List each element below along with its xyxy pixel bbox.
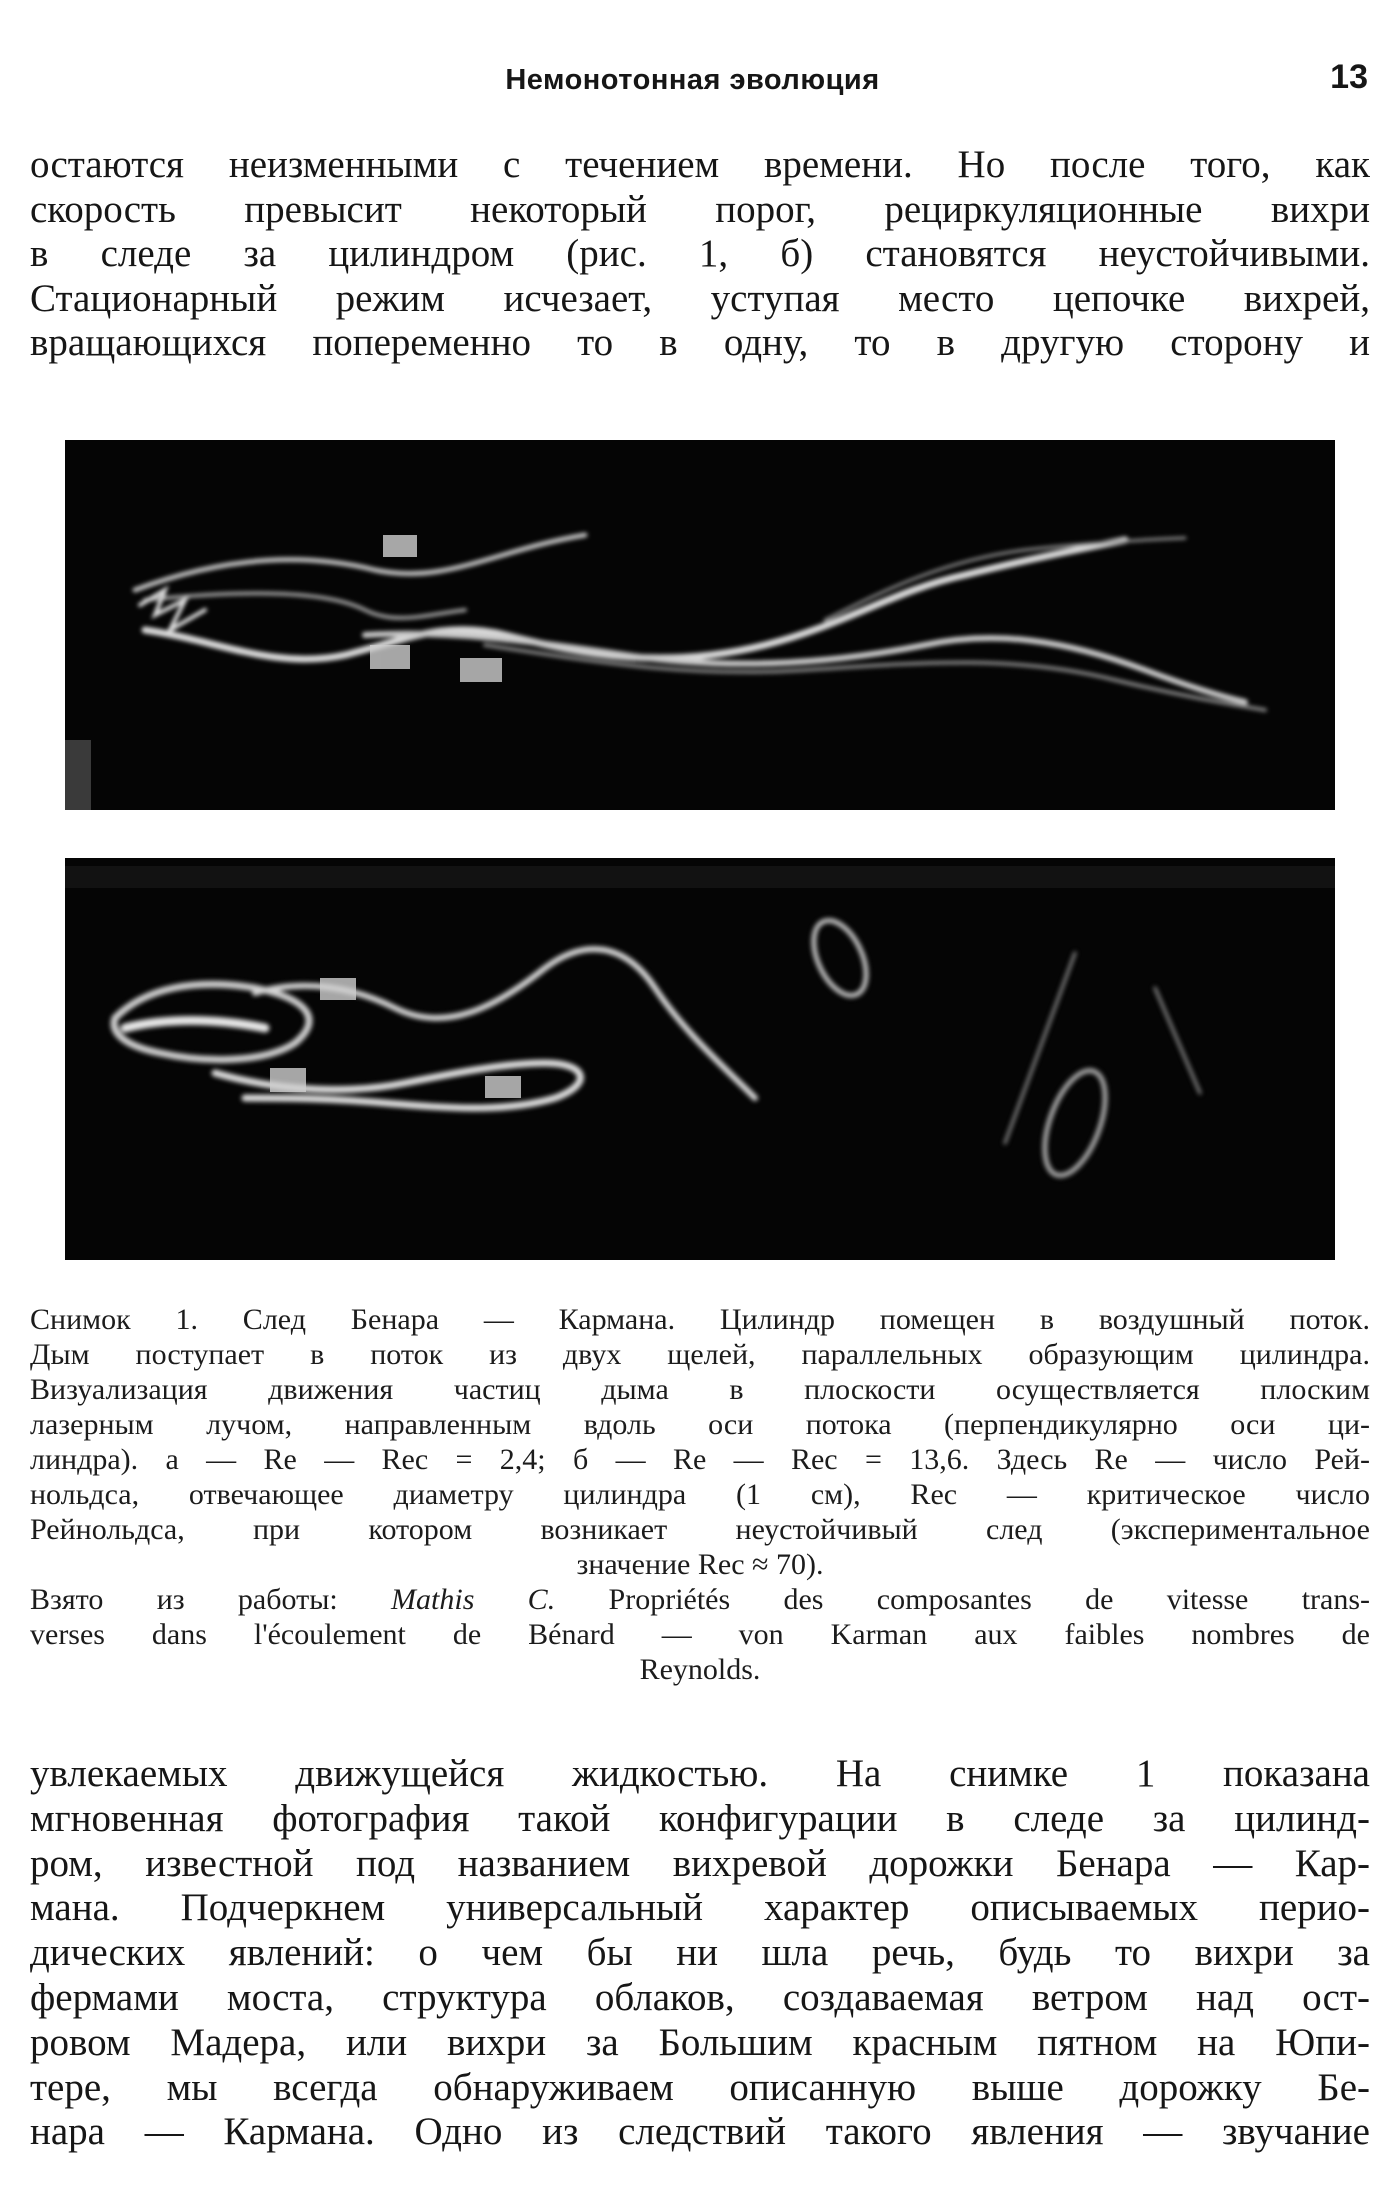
text-line: увлекаемых движущейся жидкостью. На снимке 1 показана xyxy=(30,1752,1370,1795)
caption-line: лазерным лучом, направленным вдоль оси потока (перпендикулярно оси ци- xyxy=(30,1408,1370,1441)
text-line: мана. Подчеркнем универсальный характер описываемых перио- xyxy=(30,1886,1370,1930)
wake-photo-panel-b xyxy=(65,858,1335,1260)
running-title: Немонотонная эволюция xyxy=(505,64,880,96)
caption-line: Дым поступает в поток из двух щелей, параллельных образующим цилиндра. xyxy=(30,1338,1370,1371)
source-prefix: Взято из работы: xyxy=(30,1583,338,1616)
source-title-start: Propriétés des composantes de vitesse trans- xyxy=(608,1583,1370,1616)
caption-line: Визуализация движения частиц дыма в плоскости осуществляется плоским xyxy=(30,1373,1370,1406)
wake-photo-panel-a xyxy=(65,440,1335,810)
text-line: остаются неизменными с течением времени. Но после того, как xyxy=(30,143,1370,186)
caption-line: Снимок 1. След Бенара — Кармана. Цилиндр помещен в воздушный поток. xyxy=(30,1303,1370,1336)
text-line: скорость превысит некоторый порог, рециркуляционные вихри xyxy=(30,187,1370,231)
body-paragraph-top xyxy=(30,143,1370,366)
smoke-streaks-b xyxy=(65,858,1335,1260)
text-line: вращающихся попеременно то в одну, то в другую сторону и xyxy=(30,321,1370,364)
figure-caption xyxy=(30,1302,1370,1687)
page-number: 13 xyxy=(1330,58,1368,96)
text-line: дических явлений: о чем бы ни шла речь, будь то вихри за xyxy=(30,1931,1370,1975)
text-line: в следе за цилиндром (рис. 1, б) становятся неустойчивыми. xyxy=(30,232,1370,275)
caption-line: нольдса, отвечающее диаметру цилиндра (1 см), Reс — критическое число xyxy=(30,1478,1370,1511)
caption-source-line: verses dans l'écoulement de Bénard — von Karman aux faibles nombres de xyxy=(30,1618,1370,1651)
text-line: ром, известной под названием вихревой дорожки Бенара — Кар- xyxy=(30,1841,1370,1885)
caption-line: Рейнольдса, при котором возникает неустойчивый след (экспериментальное xyxy=(30,1513,1370,1546)
text-line: ровом Мадера, или вихри за Большим красным пятном на Юпи- xyxy=(30,2020,1370,2064)
caption-last-line: значение Reс ≈ 70). xyxy=(576,1548,824,1581)
caption-source-line xyxy=(30,1582,1370,1617)
caption-source-line: Reynolds. xyxy=(639,1653,761,1686)
source-author: Mathis C. xyxy=(391,1583,556,1616)
text-line: Стационарный режим исчезает, уступая место цепочке вихрей, xyxy=(30,276,1370,320)
running-head xyxy=(0,58,1400,98)
text-line: мгновенная фотография такой конфигурации в следе за цилинд- xyxy=(30,1796,1370,1840)
smoke-streaks-a xyxy=(65,440,1335,810)
caption-line: линдра). а — Re — Reс = 2,4; б — Re — Reс = 13,6. Здесь Re — число Рей- xyxy=(30,1443,1370,1476)
text-line: фермами моста, структура облаков, создаваемая ветром над ост- xyxy=(30,1975,1370,2019)
text-line: тере, мы всегда обнаруживаем описанную выше дорожку Бе- xyxy=(30,2065,1370,2109)
text-line: нара — Кармана. Одно из следствий такого явления — звучание xyxy=(30,2110,1370,2154)
body-paragraph-bottom xyxy=(30,1752,1370,2155)
